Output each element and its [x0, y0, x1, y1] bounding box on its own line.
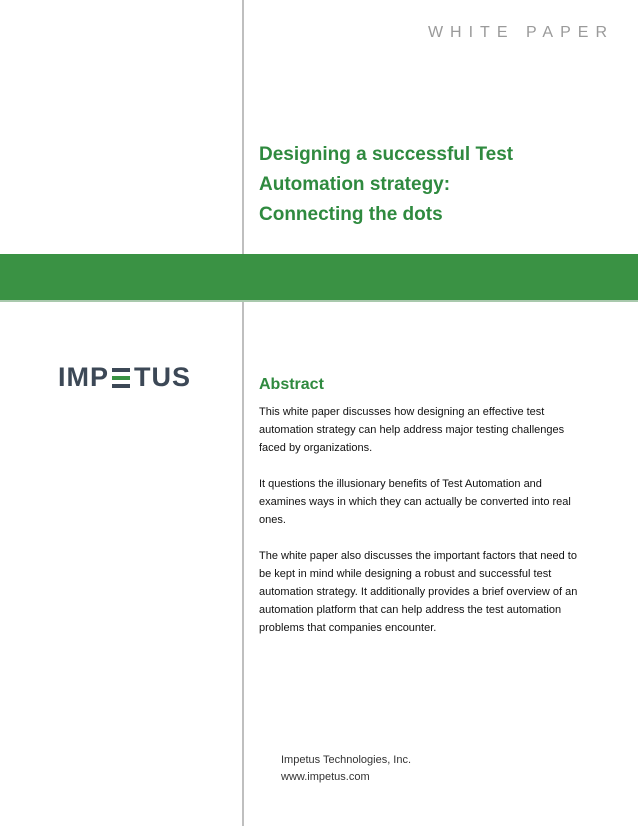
- abstract-heading: Abstract: [259, 376, 324, 393]
- impetus-logo: [58, 362, 191, 393]
- footer: [281, 752, 411, 786]
- logo-e-mark-icon: [112, 368, 130, 388]
- title-line: Connecting the dots: [259, 204, 443, 225]
- logo-text-start: IMP: [58, 362, 110, 392]
- abstract-paragraph: The white paper also discusses the important factors that need to be kept in mind while designing a robust and successful test automation strategy. It additionally provides a brief overview of an automation platform that can help address the test automation problems that companies encounter.: [259, 550, 578, 634]
- title-line: Designing a successful Test: [259, 144, 514, 165]
- logo-text-end: TUS: [134, 362, 192, 392]
- website-link[interactable]: www.impetus.com: [281, 771, 370, 783]
- vertical-divider-bottom: [242, 302, 244, 826]
- document-title: [259, 140, 599, 230]
- vertical-divider-top: [242, 0, 244, 254]
- company-name: Impetus Technologies, Inc.: [281, 754, 412, 766]
- title-line: Automation strategy:: [259, 174, 451, 195]
- abstract-paragraph: It questions the illusionary benefits of Test Automation and examines ways in which they can actually be converted into real ones.: [259, 478, 571, 526]
- abstract-body: [259, 403, 589, 655]
- document-type-label: WHITE PAPER: [427, 24, 614, 41]
- abstract-paragraph: This white paper discusses how designing an effective test automation strategy can help address major testing challenges faced by organizations.: [259, 406, 565, 454]
- green-band: [0, 254, 638, 302]
